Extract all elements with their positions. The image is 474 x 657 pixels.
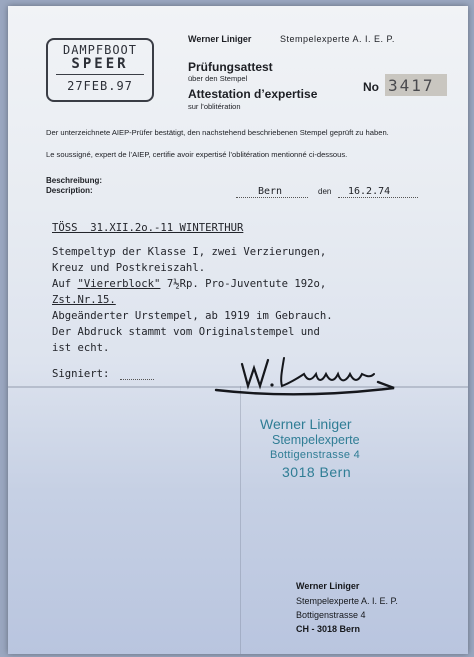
header-name: Werner Liniger [188, 34, 252, 44]
typed-line-4-prefix: Auf [52, 278, 78, 290]
postmark-rule [56, 74, 144, 75]
blue-stamp-line1: Werner Liniger [260, 416, 352, 432]
typed-line-8: ist echt. [52, 342, 110, 354]
postmark-line2: SPEER [71, 56, 129, 72]
label-den: den [318, 187, 332, 196]
certificate-page [8, 6, 468, 654]
address-line4: CH - 3018 Bern [296, 624, 361, 634]
label-beschreibung: Beschreibung: [46, 176, 103, 185]
typed-line-1: TÖSS 31.XII.2o.-11 WINTERTHUR [52, 222, 244, 234]
typed-line-3: Kreuz und Postkreiszahl. [52, 262, 206, 274]
subtitle-french: sur l’oblitération [188, 102, 241, 111]
certificate-number: 3417 [388, 76, 435, 95]
postmark-stamp [46, 38, 154, 102]
statement-french: Le soussigné, expert de l’AIEP, certifie avoir expertisé l’oblitération mentionné ci-dessous. [46, 150, 348, 159]
handwritten-signature [208, 352, 398, 402]
blue-stamp-line4: 3018 Bern [282, 464, 352, 480]
typed-line-4-suffix: 7½Rp. Pro-Juventute 192o, [160, 278, 327, 290]
address-line2: Stempelexperte A. I. E. P. [296, 596, 398, 606]
signature-dotted-line [120, 379, 154, 380]
label-signiert: Signiert: [52, 368, 110, 380]
label-description: Description: [46, 186, 93, 195]
number-label: No [363, 80, 379, 94]
typed-line-7: Der Abdruck stammt vom Originalstempel und [52, 326, 320, 338]
title-french: Attestation d’expertise [188, 87, 318, 101]
typed-line-4-underlined: "Viererblock" [77, 278, 161, 290]
date-dotted-line [338, 197, 418, 198]
place-dotted-line [236, 197, 308, 198]
typed-line-2: Stempeltyp der Klasse I, zwei Verzierungen, [52, 246, 327, 258]
fold-line-vertical [240, 386, 241, 654]
date-value: 16.2.74 [348, 186, 391, 197]
title-german: Prüfungsattest [188, 60, 273, 74]
address-line3: Bottigenstrasse 4 [296, 610, 366, 620]
postmark-line3: 27FEB.97 [67, 79, 133, 93]
subtitle-german: über den Stempel [188, 74, 248, 83]
place-value: Bern [258, 186, 283, 197]
typed-line-4 [52, 276, 326, 292]
blue-stamp-line2: Stempelexperte [272, 433, 360, 447]
typed-line-6: Abgeänderter Urstempel, ab 1919 im Gebrauch. [52, 310, 333, 322]
blue-stamp-line3: Bottigenstrasse 4 [270, 449, 361, 461]
statement-german: Der unterzeichnete AIEP-Prüfer bestätigt, den nachstehend beschriebenen Stempel geprüft zu haben. [46, 128, 389, 137]
postmark-line1: DAMPFBOOT [62, 43, 138, 57]
address-line1: Werner Liniger [296, 581, 360, 591]
header-title: Stempelexperte A. I. E. P. [280, 34, 395, 44]
typed-line-5: Zst.Nr.15. [52, 294, 116, 306]
